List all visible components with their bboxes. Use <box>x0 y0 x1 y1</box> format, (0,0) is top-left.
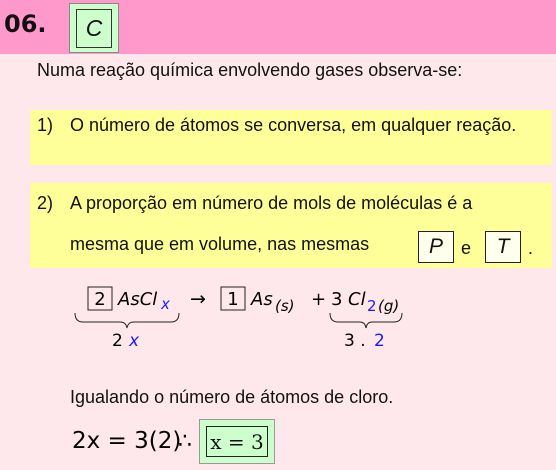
result-value: x = 3 <box>206 426 268 457</box>
left-underbrace <box>75 313 179 328</box>
under-right-coef: 3 . <box>344 331 366 351</box>
conjunction-e: e <box>461 238 472 258</box>
product2-state: (g) <box>378 297 400 315</box>
final-equation: 2x = 3(2) <box>72 428 182 454</box>
under-left-var: x <box>129 331 140 351</box>
coef1: 2 <box>94 289 106 310</box>
coef2: 1 <box>227 289 239 310</box>
product1-state: (s) <box>275 297 295 315</box>
statement-1-number: 1) <box>37 115 54 135</box>
answer-letter: C <box>76 9 112 48</box>
answer-box <box>69 3 119 53</box>
question-header <box>0 0 556 54</box>
reactant: AsCl <box>118 289 158 310</box>
reactant-subscript: x <box>161 295 170 313</box>
product1: As <box>251 289 273 310</box>
question-intro: Numa reação química envolvendo gases observa-se: <box>37 60 463 80</box>
statement-1 <box>30 110 552 165</box>
temperature-box: T <box>485 231 521 263</box>
reaction-arrow: → <box>190 288 206 310</box>
therefore-symbol: ∴ <box>178 429 192 454</box>
statement-2 <box>30 183 552 268</box>
statement-1-text: O número de átomos se conversa, em qualquer reação. <box>70 115 517 135</box>
coef3: 3 <box>331 289 343 310</box>
statement-2-line2: mesma que em volume, nas mesmas <box>70 234 370 254</box>
product2-subscript: 2 <box>367 297 377 315</box>
plus-sign: + <box>311 289 327 310</box>
right-underbrace <box>330 313 402 328</box>
product2: Cl <box>348 289 366 310</box>
statement-2-period: . <box>528 238 534 258</box>
coef1-box <box>88 287 112 310</box>
under-left-coef: 2 <box>112 331 123 351</box>
coef2-box <box>221 287 245 310</box>
pressure-box: P <box>418 231 454 263</box>
statement-2-number: 2) <box>37 193 54 213</box>
result-box <box>199 419 275 464</box>
under-right-val: 2 <box>374 331 385 351</box>
conclusion-text: Igualando o número de átomos de cloro. <box>70 387 394 407</box>
question-number: 06. <box>4 10 47 38</box>
statement-2-text: A proporção em número de mols de moléculas é a <box>70 193 473 213</box>
